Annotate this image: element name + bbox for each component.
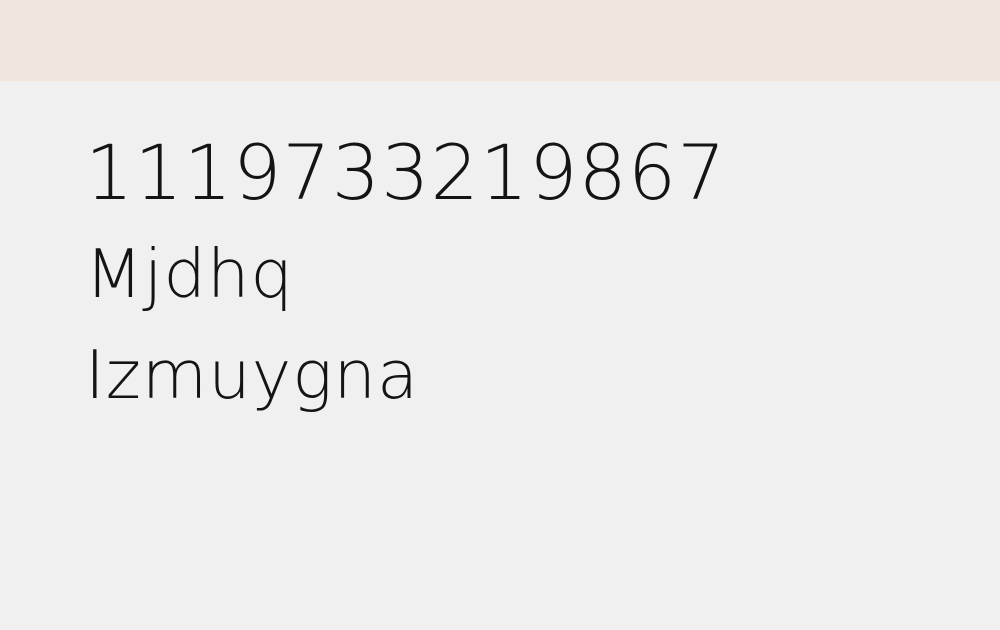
text-line-izmuygna: Izmuygna <box>85 336 420 414</box>
number-display: 1119733219867 <box>85 128 727 217</box>
text-content <box>85 128 945 414</box>
top-band <box>0 0 1000 81</box>
text-line-mjdhq: Mjdhq <box>85 235 294 313</box>
